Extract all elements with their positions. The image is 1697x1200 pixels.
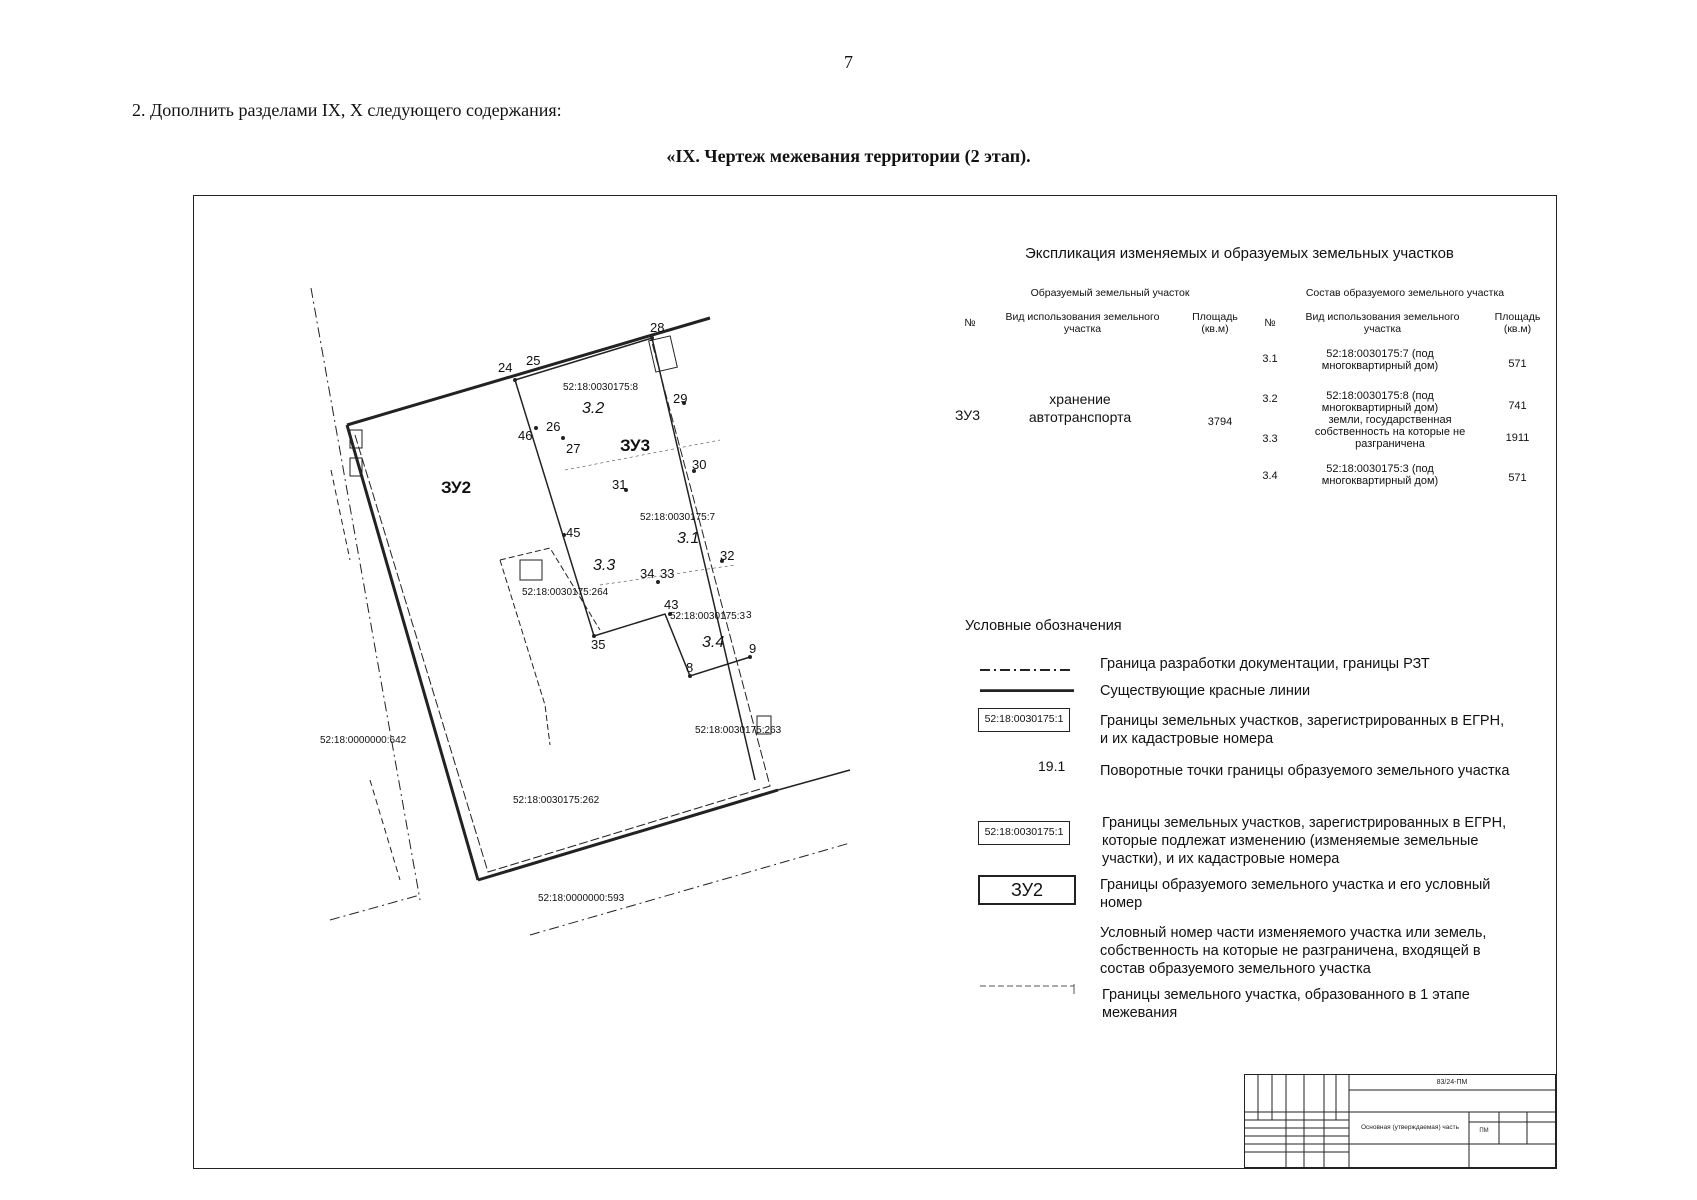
zone-label-zu2: ЗУ2 [441,478,472,497]
cadastral-number: 52:18:0030175:263 [695,725,782,736]
point-label: 33 [660,566,675,581]
legend-sample-changed-parcel: 52:18:0030175:1 [978,821,1070,845]
point-label: 31 [612,477,627,492]
explication-title: Экспликация изменяемых и образуемых земельных участков [1025,245,1454,262]
legend-symbol-stage1 [978,982,1078,996]
component-desc: 52:18:0030175:7 (под многоквартирный дом) [1321,348,1439,372]
adjacent-boundary-line [331,470,350,560]
legend-symbol-rzt [978,662,1078,692]
row-area: 3794 [1207,416,1233,428]
legend-text: Поворотные точки границы образуемого земельного участка [1100,763,1510,779]
intro-paragraph: 2. Дополнить разделами IX, X следующего содержания: [132,100,562,120]
point-label: 27 [566,441,581,456]
cadastral-number: 52:18:0000000:642 [320,735,407,746]
point-label: 8 [686,660,694,675]
part-label: 3.1 [677,530,700,547]
rzt-boundary-south [330,843,850,935]
row-use: хранение автотранспорта [1028,391,1132,425]
point-label: 9 [749,641,757,656]
group-header-formed: Образуемый земельный участок [1030,287,1190,299]
title-block-code: 83/24-ПМ [1436,1079,1468,1086]
title-block [1244,1074,1556,1168]
component-area: 1911 [1505,432,1530,444]
cadastral-number: 52:18:0030175:8 [563,382,639,393]
component-no: 3.4 [1262,470,1278,482]
point-label: 46 [518,428,533,443]
legend-text: Границы образуемого земельного участка и его условный номер [1100,877,1491,911]
page-number: 7 [844,52,853,72]
part-label: 3.2 [582,400,605,417]
col-header-area: Площадь (кв.м) [1192,311,1238,335]
col-header-use: Вид использования земельного участка [1305,311,1460,335]
legend-sample-parcel: 52:18:0030175:1 [978,708,1070,732]
rzt-boundary-line [311,288,420,900]
point-label: 24 [498,360,513,375]
legend-text: Границы земельного участка, образованного в 1 этапе межевания [1102,987,1470,1021]
point-label: 43 [664,597,679,612]
component-area: 571 [1508,358,1527,370]
component-desc: 52:18:0030175:8 (под многоквартирный дом) [1321,390,1439,414]
cadastral-number: 52:18:0030175:264 [522,587,609,598]
point-label: 32 [720,548,735,563]
part-label: 3.4 [702,634,725,651]
title-block-stage: ПМ [1479,1128,1489,1134]
legend-text: Граница разработки документации, границы РЗТ [1100,656,1430,672]
part-label: 3.3 [593,557,616,574]
point-label: 3 [746,610,752,621]
group-header-composition: Состав образуемого земельного участка [1305,287,1505,299]
row-number: ЗУ3 [955,407,980,423]
point-label: 25 [526,353,541,368]
component-no: 3.2 [1262,393,1278,405]
point-label: 30 [692,457,707,472]
cadastral-number: 52:18:0030175:262 [513,795,600,806]
legend-sample-point: 19.1 [1038,758,1066,774]
component-area: 741 [1508,400,1527,412]
cadastral-number: 52:18:0000000:593 [538,893,625,904]
title-block-part: Основная (утверждаемая) часть [1360,1124,1460,1131]
point-label: 29 [673,391,688,406]
point-label: 35 [591,637,606,652]
section-title: «IX. Чертеж межевания территории (2 этап). [666,146,1031,166]
legend-text: Границы земельных участков, зарегистрированных в ЕГРН, и их кадастровые номера [1100,713,1505,747]
legend-text: Существующие красные линии [1100,683,1311,699]
legend-title: Условные обозначения [965,618,1122,634]
point-label: 28 [650,320,665,335]
component-desc: земли, государственная собственность на которые не разграничена [1314,414,1466,450]
legend-text: Границы земельных участков, зарегистрированных в ЕГРН, которые подлежат изменению (изменяемые земельные участки), и их кадастровые номера [1102,815,1507,867]
col-header-no: № [964,317,976,329]
zone-label-zu3: ЗУ3 [620,436,651,455]
col-header-area: Площадь (кв.м) [1494,311,1541,335]
legend-sample-formed-parcel: ЗУ2 [978,875,1076,905]
component-desc: 52:18:0030175:3 (под многоквартирный дом) [1321,463,1439,487]
component-no: 3.3 [1262,433,1278,445]
point-label: 26 [546,419,561,434]
component-no: 3.1 [1262,353,1278,365]
point-label: 34 [640,566,655,581]
cadastral-number: 52:18:0030175:7 [640,512,716,523]
col-header-use: Вид использования земельного участка [1005,311,1160,335]
cadastral-number: 52:18:0030175:3 [670,611,746,622]
point-label: 45 [566,525,581,540]
zu3-boundary [515,338,755,780]
legend-text: Условный номер части изменяемого участка или земель, собственность на которые не разграничена, входящей в состав образуемого земельного участка [1100,925,1487,977]
col-header-no: № [1264,317,1276,329]
component-area: 571 [1508,472,1527,484]
